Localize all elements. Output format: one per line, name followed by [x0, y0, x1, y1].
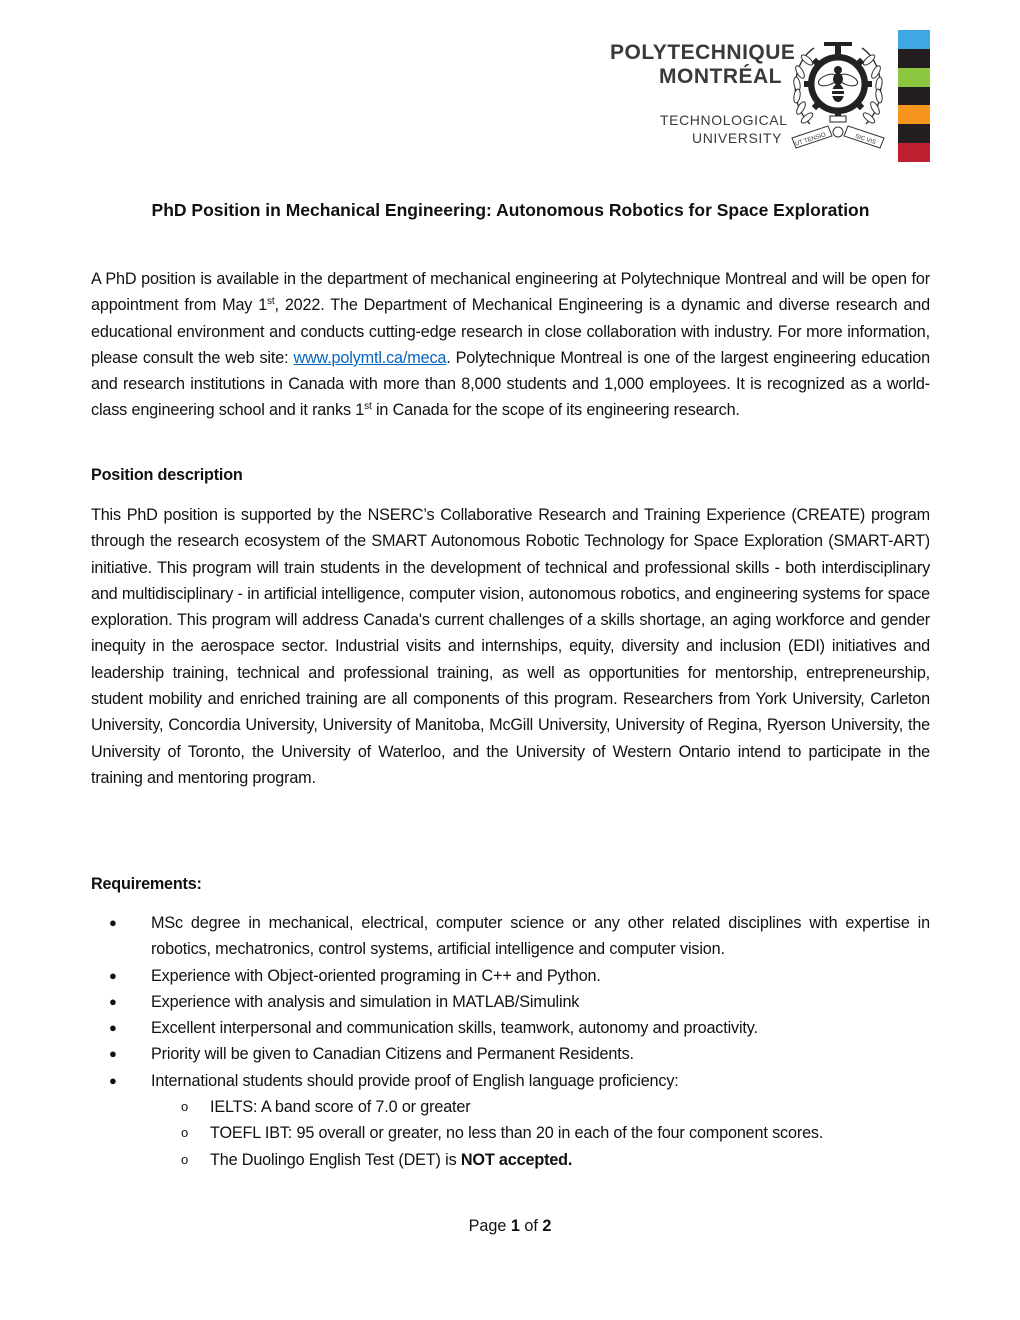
color-block-orange: [898, 105, 930, 124]
language-requirement-item: o The Duolingo English Test (DET) is NOT accepted.: [91, 1147, 930, 1173]
bee-gear-crest-icon: [788, 32, 888, 150]
color-block-black: [898, 124, 930, 143]
requirement-item: ● Excellent interpersonal and communication skills, teamwork, autonomy and proactivity.: [91, 1015, 930, 1041]
circle-bullet-icon: o: [181, 1099, 189, 1115]
requirement-item: ● Experience with analysis and simulation in MATLAB/Simulink: [91, 989, 930, 1015]
language-requirements-list: [151, 1094, 930, 1173]
color-block-red: [898, 143, 930, 162]
page-title: PhD Position in Mechanical Engineering: Autonomous Robotics for Space Exploration: [151, 200, 870, 220]
logo-line-1: POLYTECHNIQUE: [610, 41, 796, 64]
requirement-item: ● Priority will be given to Canadian Citizens and Permanent Residents.: [91, 1041, 930, 1067]
color-block-blue: [898, 30, 930, 49]
requirement-item: ● Experience with Object-oriented programing in C++ and Python.: [91, 963, 930, 989]
intro-paragraph: A PhD position is available in the department of mechanical engineering at Polytechnique Montreal and will be open for appointment from May 1st, 2022. The Department of Mechanical Engineering is a dynamic and diverse research and educational environment and conducts cutting-edge research in close collaboration with industry. For more information, please consult the web site: www.polymtl.ca/meca. Polytechnique Montreal is one of the largest engineering education and research institutions in Canada with more than 8,000 students and 1,000 employees. It is recognized as a world-class engineering school and it ranks 1st in Canada for the scope of its engineering research.: [91, 270, 931, 420]
circle-bullet-icon: o: [181, 1125, 189, 1141]
department-website-link[interactable]: www.polymtl.ca/meca: [293, 348, 447, 367]
color-block-green: [898, 68, 930, 87]
color-block-black: [898, 87, 930, 106]
total-pages-number: 2: [542, 1217, 552, 1235]
brand-color-bar: [898, 30, 930, 162]
requirements-list: [91, 910, 930, 1173]
language-requirement-item: o TOEFL IBT: 95 overall or greater, no less than 20 in each of the four component scores.: [91, 1120, 930, 1146]
bullet-icon: ●: [109, 915, 117, 930]
bullet-icon: ●: [109, 1046, 117, 1062]
not-accepted-emphasis: NOT accepted.: [460, 1150, 573, 1169]
color-block-black: [898, 49, 930, 68]
bullet-icon: ●: [109, 967, 117, 983]
polytechnique-logo: [600, 28, 935, 164]
current-page-number: 1: [510, 1217, 520, 1235]
bullet-icon: ●: [109, 1072, 117, 1088]
bullet-icon: ●: [109, 993, 117, 1009]
language-requirement-item: o IELTS: A band score of 7.0 or greater: [91, 1094, 930, 1120]
position-description-heading: Position description: [91, 466, 243, 484]
logo-line-2: MONTRÉAL: [659, 65, 782, 88]
svg-text:SIC VIS: SIC VIS: [854, 133, 877, 147]
logo-line-4: UNIVERSITY: [692, 130, 783, 146]
logo-line-3: TECHNOLOGICAL: [660, 112, 788, 128]
position-description-paragraph: This PhD position is supported by the NSERC’s Collaborative Research and Training Experience (CREATE) program through the research ecosystem of the SMART Autonomous Robotic Technology for Space Exploration (SMART-ART) initiative. This program will train students in the development of technical and professional skills - both interdisciplinary and multidisciplinary - in artificial intelligence, computer vision, autonomous robotics, and engineering systems for space exploration. This program will address Canada's current challenges of a skills shortage, an aging workforce and gender inequity in the aerospace sector. Industrial visits and internships, equity, diversity and inclusion (EDI) initiatives and leadership training, technical and professional training, as well as opportunities for mentorship, entrepreneurship, student mobility and enriched training are all components of this program. Researchers from York University, Carleton University, Concordia University, University of Manitoba, McGill University, University of Regina, Ryerson University, the University of Toronto, the University of Waterloo, and the University of Western Ontario intend to participate in the training and mentoring program.: [91, 506, 930, 787]
page-number-footer: Page 1 of 2: [468, 1217, 552, 1235]
requirement-item: ● MSc degree in mechanical, electrical, computer science or any other related disciplines with expertise in robotics, mechatronics, control systems, artificial intelligence and computer vision.: [91, 910, 930, 963]
requirement-item: ● International students should provide proof of English language proficiency: o IELTS: A band score of 7.0 or greater o TOEFL IBT: 95 overall or greater, no less than 20 in each of the four component scores. o The Duolingo English Test (DET) is NOT accepted.: [91, 1068, 930, 1173]
circle-bullet-icon: o: [181, 1151, 189, 1167]
svg-text:UT TENSIO: UT TENSIO: [794, 132, 827, 148]
bullet-icon: ●: [109, 1020, 117, 1036]
requirements-heading: Requirements:: [91, 875, 202, 893]
